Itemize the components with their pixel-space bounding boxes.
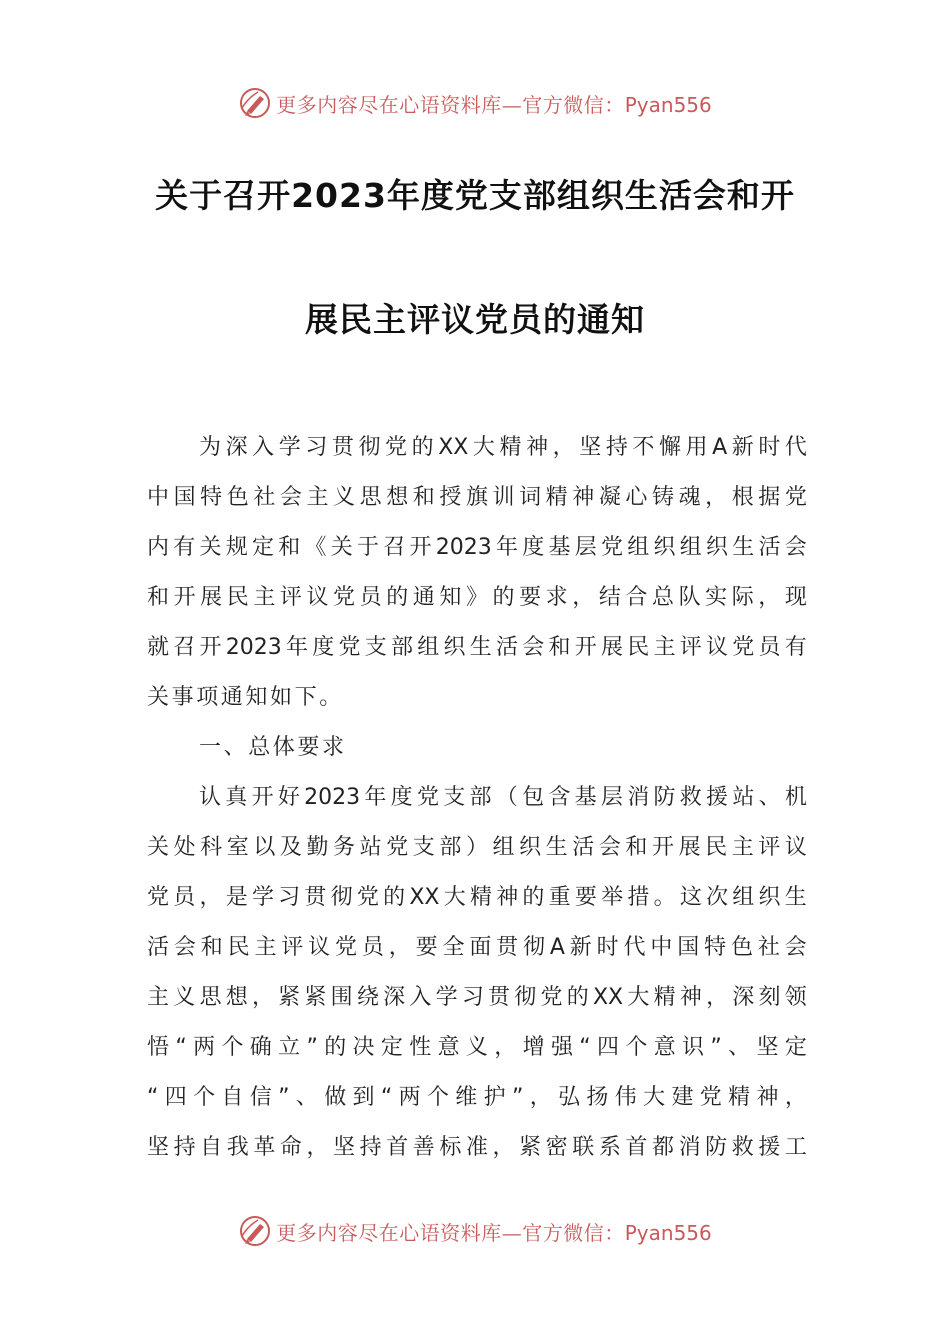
body-line: “ 四 个 自 信 ” 、 做 到 “ 两 个 维 护 ” ， 弘 扬 伟 大 建 党 精 神 ， — [147, 1085, 807, 1110]
body-line: 悟 “ 两 个 确 立 ” 的 决 定 性 意 义 ， 增 强 “ 四 个 意 识 ” 、 坚 定 — [147, 1035, 807, 1060]
header-watermark — [0, 81, 950, 125]
watermark-text: 更多内容尽在心语资料库—官方微信：Pyan556 — [276, 92, 712, 117]
watermark-text: 更多内容尽在心语资料库—官方微信：Pyan556 — [276, 1220, 712, 1245]
body-line: 党 员 ， 是 学 习 贯 彻 党 的 XX 大 精 神 的 重 要 举 措 。 这 次 组 织 生 — [147, 885, 807, 910]
body-line: 中 国 特 色 社 会 主 义 思 想 和 授 旗 训 词 精 神 凝 心 铸 魂 ， 根 据 党 — [147, 485, 807, 510]
body-line: 认 真 开 好 2023 年 度 党 支 部 （ 包 含 基 层 消 防 救 援 站 、 机 — [199, 785, 807, 810]
footer-watermark — [0, 1209, 950, 1253]
body-line: 为 深 入 学 习 贯 彻 党 的 XX 大 精 神 ， 坚 持 不 懈 用 A 新 时 代 — [199, 435, 807, 460]
body-line: 关事项通知如下。 — [147, 685, 344, 710]
body-line: 内 有 关 规 定 和 《 关 于 召 开 2023 年 度 基 层 党 组 织 组 织 生 活 会 — [147, 535, 807, 560]
body-line: 活 会 和 民 主 评 议 党 员 ， 要 全 面 贯 彻 A 新 时 代 中 国 特 色 社 会 — [147, 935, 807, 960]
body-line: 主 义 思 想 ， 紧 紧 围 绕 深 入 学 习 贯 彻 党 的 XX 大 精 神 ， 深 刻 领 — [147, 985, 807, 1010]
document-title-line-2: 展民主评议党员的通知 — [305, 300, 645, 339]
body-line: 和 开 展 民 主 评 议 党 员 的 通 知 》 的 要 求 ， 结 合 总 队 实 际 ， 现 — [147, 585, 807, 610]
pen-logo-icon — [238, 1214, 272, 1248]
pen-logo-icon — [238, 86, 272, 120]
body-line: 坚 持 自 我 革 命 ， 坚 持 首 善 标 准 ， 紧 密 联 系 首 都 消 防 救 援 工 — [147, 1135, 807, 1160]
section-heading: 一、总体要求 — [199, 735, 347, 760]
document-title-line-1: 关于召开2023年度党支部组织生活会和开 — [155, 176, 795, 215]
body-line: 就 召 开 2023 年 度 党 支 部 组 织 生 活 会 和 开 展 民 主 评 议 党 员 有 — [147, 635, 807, 660]
body-line: 关 处 科 室 以 及 勤 务 站 党 支 部 ） 组 织 生 活 会 和 开 展 民 主 评 议 — [147, 835, 807, 860]
